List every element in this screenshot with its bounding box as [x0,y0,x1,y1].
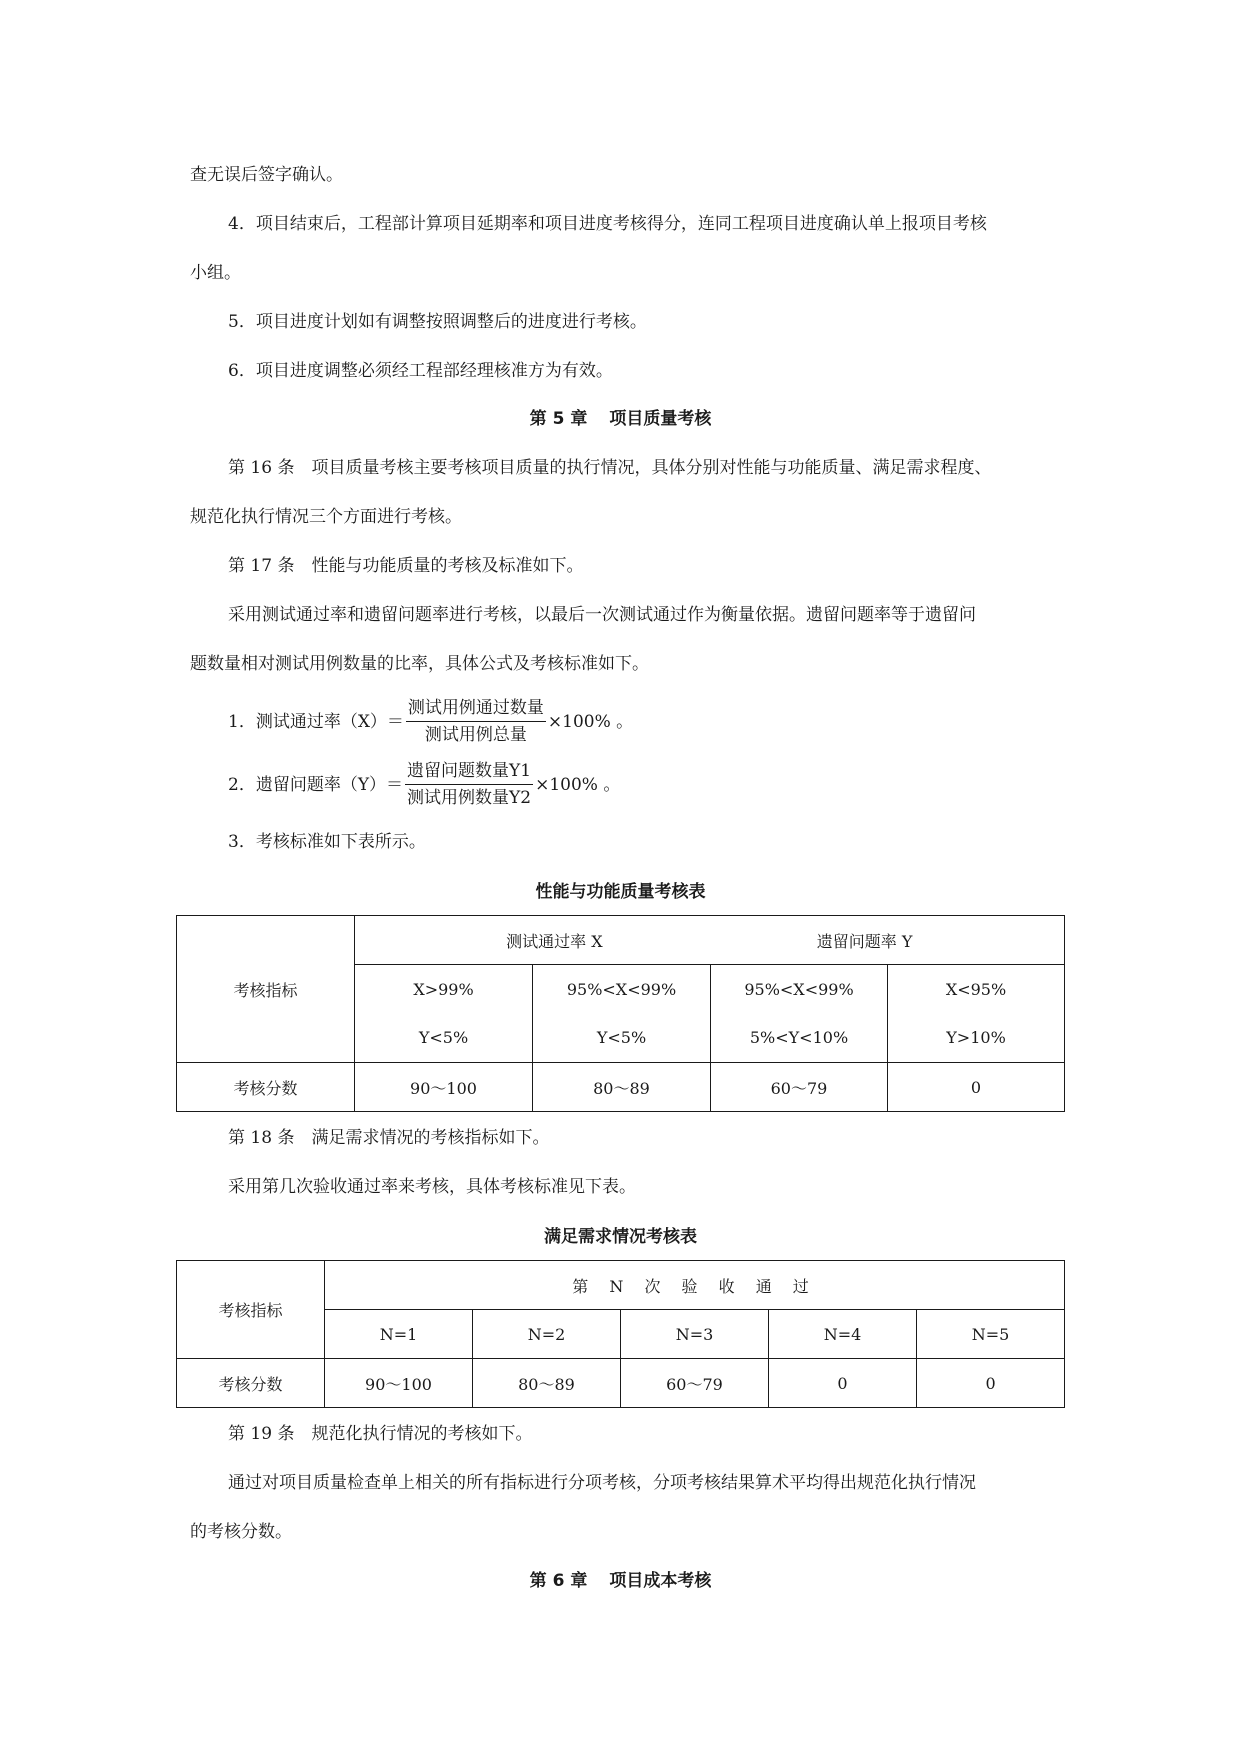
group-test-pass-rate: 测试通过率 X [506,931,603,951]
score-cell: 0 [888,1063,1065,1112]
chapter-number: 第 6 章 [529,1571,588,1591]
n-cell: N=1 [325,1310,473,1359]
criteria-cell: X>99% Y<5% [355,965,533,1063]
paragraph: 采用第几次验收通过率来考核，具体考核标准见下表。 [228,1177,636,1197]
article-17: 第 17 条 性能与功能质量的考核及标准如下。 [228,556,584,576]
n-cell: N=4 [769,1310,917,1359]
score-cell: 60～79 [621,1359,769,1408]
formula-fraction [405,760,533,809]
group-header: 第 N 次 验 收 通 过 [325,1261,1065,1310]
row-header-score: 考核分数 [177,1063,355,1112]
paragraph: 3．考核标准如下表所示。 [228,832,426,852]
article-16: 第 16 条 项目质量考核主要考核项目质量的执行情况，具体分别对性能与功能质量、满足需求程度、 [228,458,992,478]
paragraph: 题数量相对测试用例数量的比率，具体公式及考核标准如下。 [190,654,649,674]
group-header [355,916,1065,965]
score-cell: 90～100 [355,1063,533,1112]
score-cell: 90～100 [325,1359,473,1408]
chapter-6-heading [0,1570,1241,1592]
criteria-cell: X<95% Y>10% [888,965,1065,1063]
paragraph: 5．项目进度计划如有调整按照调整后的进度进行考核。 [228,312,647,332]
chapter-title: 项目成本考核 [609,1571,712,1591]
score-cell: 60～79 [711,1063,888,1112]
score-cell: 80～89 [473,1359,621,1408]
group-residual-rate: 遗留问题率 Y [816,931,913,951]
score-cell: 0 [917,1359,1065,1408]
criteria-cell: 95%<X<99% Y<5% [533,965,711,1063]
formula-prefix: 2．遗留问题率（Y）＝ [228,774,404,795]
formula-suffix: ×100% 。 [547,711,634,732]
formula-numerator: 测试用例通过数量 [406,697,546,722]
performance-quality-table [176,915,1065,1112]
article-19: 第 19 条 规范化执行情况的考核如下。 [228,1424,533,1444]
paragraph: 查无误后签字确认。 [190,165,343,185]
n-cell: N=3 [621,1310,769,1359]
formula-suffix: ×100% 。 [535,774,621,795]
formula-prefix: 1．测试通过率（X）＝ [228,711,404,732]
chapter-title: 项目质量考核 [609,409,712,429]
table-1-title: 性能与功能质量考核表 [535,882,706,902]
criteria-cell: 95%<X<99% 5%<Y<10% [711,965,888,1063]
article-18: 第 18 条 满足需求情况的考核指标如下。 [228,1128,550,1148]
paragraph: 4．项目结束后，工程部计算项目延期率和项目进度考核得分，连同工程项目进度确认单上报项目考核 [228,214,987,234]
article-16-cont: 规范化执行情况三个方面进行考核。 [190,507,462,527]
formula-numerator: 遗留问题数量Y1 [405,760,533,785]
row-header-score: 考核分数 [177,1359,325,1408]
chapter-5-heading [0,408,1241,430]
score-cell: 0 [769,1359,917,1408]
formula-residual-issue-rate [228,760,620,809]
row-header-index: 考核指标 [177,916,355,1063]
paragraph: 通过对项目质量检查单上相关的所有指标进行分项考核，分项考核结果算术平均得出规范化执行情况 [228,1473,976,1493]
row-header-index: 考核指标 [177,1261,325,1359]
formula-test-pass-rate [228,697,633,746]
paragraph: 的考核分数。 [190,1522,292,1542]
requirement-satisfaction-table [176,1260,1065,1408]
chapter-number: 第 5 章 [529,409,588,429]
formula-fraction [406,697,546,746]
paragraph: 采用测试通过率和遗留问题率进行考核，以最后一次测试通过作为衡量依据。遗留问题率等于遗留问 [228,605,976,625]
paragraph: 小组。 [190,263,241,283]
n-cell: N=5 [917,1310,1065,1359]
score-cell: 80～89 [533,1063,711,1112]
formula-denominator: 测试用例总量 [424,725,527,745]
paragraph: 6．项目进度调整必须经工程部经理核准方为有效。 [228,361,613,381]
table-2-title: 满足需求情况考核表 [544,1227,697,1247]
formula-denominator: 测试用例数量Y2 [407,788,532,808]
n-cell: N=2 [473,1310,621,1359]
